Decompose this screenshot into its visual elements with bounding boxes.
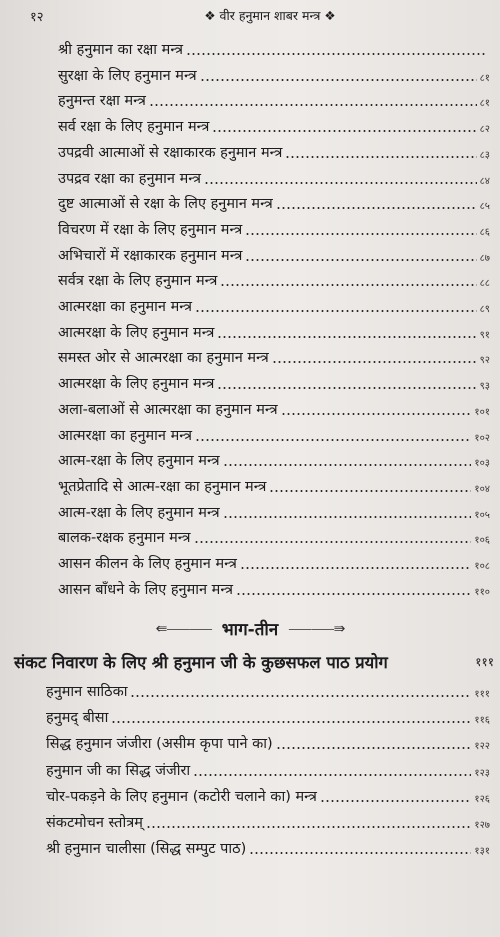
- toc-entry-title: आत्मरक्षा का हनुमान मन्त्र: [58, 299, 192, 315]
- toc-entry-title: सर्व रक्षा के लिए हनुमान मन्त्र: [58, 119, 210, 136]
- toc-entry-title: आत्मरक्षा के लिए हनुमान मन्त्र: [58, 376, 215, 393]
- toc-row: [0, 422, 500, 446]
- toc-entry-page: १०६: [474, 535, 490, 547]
- toc-entry-page: १२७: [474, 820, 490, 831]
- running-title: ❖ वीर हनुमान शाबर मन्त्र ❖: [204, 8, 336, 23]
- toc-entry-page: १०५: [474, 509, 490, 521]
- toc-row: [0, 678, 500, 702]
- toc-entry-page: ८६: [479, 226, 490, 238]
- dot-leader: [249, 851, 471, 855]
- toc-row: [0, 36, 500, 60]
- toc-row: [0, 757, 500, 781]
- toc-row: [0, 499, 500, 523]
- dot-leader: [220, 283, 476, 287]
- dot-leader: [194, 540, 472, 544]
- toc-entry-page: ११६: [474, 715, 490, 727]
- toc-entry-title: हनुमद् बीसा: [46, 710, 109, 727]
- toc-entry-page: १०४: [474, 483, 490, 495]
- toc-row: [0, 396, 500, 420]
- toc-entry-page: ९२: [479, 355, 490, 367]
- dot-leader: [240, 566, 472, 570]
- dot-leader: [245, 232, 476, 236]
- toc-entry-title: बालक-रक्षक हनुमान मन्त्र: [58, 530, 191, 547]
- toc-entry-page: ८७: [479, 252, 490, 264]
- toc-row: [0, 190, 500, 214]
- dot-leader: [269, 489, 471, 493]
- toc-entry-page: १२२: [474, 741, 490, 753]
- toc-entry-page: ८५: [479, 201, 490, 213]
- toc-entry-title: हनुमान साठिका: [46, 684, 128, 700]
- toc-row: [0, 113, 500, 137]
- toc-entry-title: अला-बलाओं से आत्मरक्षा का हनुमान मन्त्र: [58, 401, 278, 418]
- dot-leader: [236, 592, 471, 596]
- group-title: संकट निवारण के लिए श्री हनुमान जी के कुछसफल पाठ प्रयोग: [14, 652, 388, 672]
- toc-entry-page: ९३: [479, 381, 490, 393]
- dot-leader: [146, 825, 472, 829]
- toc-entry-page: १२६: [474, 793, 490, 805]
- dot-leader: [285, 155, 476, 159]
- dot-leader: [276, 746, 472, 750]
- toc-entry-page: ८३: [479, 149, 490, 161]
- dot-leader: [276, 206, 477, 210]
- toc-entry-title: विचरण में रक्षा के लिए हनुमान मन्त्र: [58, 221, 243, 238]
- dot-leader: [204, 181, 477, 185]
- toc-entry-page: ११०: [474, 586, 490, 598]
- toc-row: [0, 216, 500, 240]
- dot-leader: [223, 463, 472, 467]
- toc-row: [0, 370, 500, 394]
- toc-entry-title: चोर-पकड़ने के लिए हनुमान (कटोरी चलाने का) मन्त्र: [46, 788, 317, 805]
- toc-entry-page: ८९: [479, 304, 490, 315]
- toc-entry-title: दुष्ट आत्माओं से रक्षा के लिए हनुमान मन्त्र: [58, 196, 273, 213]
- toc-entry-title: संकटमोचन स्तोत्रम्: [46, 815, 143, 831]
- toc-entry-page: १०१: [474, 406, 490, 418]
- toc-row: [0, 473, 500, 497]
- toc-entry-title: आत्मरक्षा का हनुमान मन्त्र: [58, 427, 192, 444]
- group-heading: [14, 648, 494, 674]
- toc-row: [0, 344, 500, 368]
- toc-row: [0, 524, 500, 548]
- group-page: १११: [475, 654, 494, 669]
- toc-entry-title: हनुमान जी का सिद्ध जंजीरा: [46, 762, 191, 779]
- page-number: १२: [30, 10, 44, 25]
- toc-row: [0, 139, 500, 163]
- dot-leader: [195, 438, 471, 442]
- dot-leader: [320, 799, 472, 803]
- toc-row: [0, 267, 500, 291]
- toc-entry-title: उपद्रवी आत्माओं से रक्षाकारक हनुमान मन्त्र: [58, 144, 283, 161]
- toc-row: [0, 319, 500, 343]
- toc-entry-title: उपद्रव रक्षा का हनुमान मन्त्र: [58, 170, 201, 187]
- toc-entry-title: श्री हनुमान का रक्षा मन्त्र: [58, 42, 184, 58]
- toc-entry-title: आत्मरक्षा के लिए हनुमान मन्त्र: [58, 324, 215, 341]
- dot-leader: [223, 515, 472, 519]
- page-header: [0, 4, 500, 26]
- toc-row: [0, 550, 500, 574]
- toc-entry-page: १२३: [474, 767, 490, 779]
- toc-entry-page: १०८: [474, 561, 490, 572]
- flourish-right-icon: ⸺⸺⇛: [288, 621, 345, 637]
- toc-entry-title: आत्म-रक्षा के लिए हनुमान मन्त्र: [58, 504, 220, 521]
- dot-leader: [217, 335, 476, 339]
- toc-row: [0, 87, 500, 111]
- toc-row: [0, 576, 500, 600]
- dot-leader: [130, 694, 471, 698]
- toc-row: [0, 809, 500, 833]
- dot-leader: [281, 412, 472, 416]
- toc-entry-title: आसन बाँधने के लिए हनुमान मन्त्र: [58, 581, 234, 598]
- dot-leader: [149, 103, 477, 107]
- toc-entry-page: १०३: [474, 458, 490, 470]
- toc-entry-title: सिद्ध हनुमान जंजीरा (असीम कृपा पाने का): [46, 736, 273, 753]
- dot-leader: [186, 52, 487, 56]
- toc-row: [0, 447, 500, 471]
- toc-row: [0, 165, 500, 189]
- toc-row: [0, 293, 500, 317]
- toc-entry-title: भूतप्रेतादि से आत्म-रक्षा का हनुमान मन्त्र: [58, 478, 267, 495]
- toc-entry-title: श्री हनुमान चालीसा (सिद्ध सम्पुट पाठ): [46, 841, 247, 858]
- toc-entry-title: सुरक्षा के लिए हनुमान मन्त्र: [58, 67, 197, 84]
- dot-leader: [217, 386, 476, 390]
- toc-entry-page: ८१: [479, 72, 490, 84]
- toc-row: [0, 783, 500, 807]
- toc-row: [0, 835, 500, 859]
- flourish-left-icon: ⇚⸺⸺: [155, 621, 212, 637]
- dot-leader: [212, 129, 476, 133]
- toc-row: [0, 730, 500, 754]
- toc-row: [0, 704, 500, 728]
- toc-row: [0, 62, 500, 86]
- toc-entry-page: ९१: [479, 329, 490, 341]
- dot-leader: [245, 258, 476, 262]
- toc-entry-page: ८४: [479, 175, 490, 187]
- toc-row: [0, 242, 500, 266]
- toc-entry-title: हनुमन्त रक्षा मन्त्र: [58, 93, 146, 110]
- section-title: भाग-तीन: [221, 619, 279, 640]
- toc-entry-page: ८८: [479, 278, 490, 290]
- toc-entry-page: ८२: [479, 124, 490, 136]
- toc-entry-title: आसन कीलन के लिए हनुमान मन्त्र: [58, 556, 237, 572]
- dot-leader: [200, 78, 477, 82]
- dot-leader: [193, 773, 471, 777]
- toc-entry-page: १११: [474, 689, 490, 700]
- dot-leader: [195, 309, 477, 313]
- toc-entry-page: १०२: [474, 432, 490, 444]
- toc-entry-title: समस्त ओर से आत्मरक्षा का हनुमान मन्त्र: [58, 350, 269, 367]
- section-heading: [0, 614, 500, 642]
- toc-entry-title: सर्वत्र रक्षा के लिए हनुमान मन्त्र: [58, 273, 218, 290]
- toc-entry-title: अभिचारों में रक्षाकारक हनुमान मन्त्र: [58, 247, 243, 264]
- dot-leader: [111, 720, 471, 724]
- toc-entry-page: ८१: [479, 98, 490, 110]
- toc-entry-page: १३१: [474, 846, 490, 858]
- dot-leader: [272, 360, 477, 364]
- toc-entry-title: आत्म-रक्षा के लिए हनुमान मन्त्र: [58, 453, 220, 470]
